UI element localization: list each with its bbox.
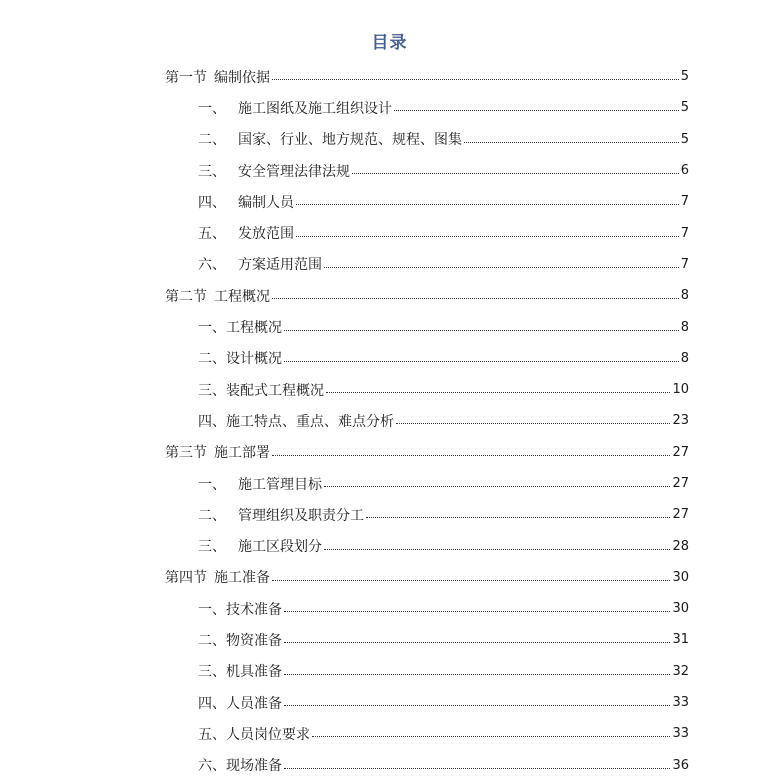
toc-page-number: 28 [672,538,689,554]
page-title: 目录 [371,33,408,53]
toc-entry-title: 设计概况 [226,351,282,368]
toc-page-number: 7 [680,225,689,241]
toc-section-entry[interactable] [165,562,689,593]
toc-entry-title: 现场准备 [226,758,282,775]
toc-entry-title: 施工部署 [214,445,270,462]
toc-subsection-entry[interactable] [165,750,689,781]
toc-subsection-entry[interactable] [165,311,689,342]
toc-entry-heading [198,724,310,744]
toc-entry-number: 第一节 [165,69,207,86]
toc-entry-heading [198,693,282,713]
toc-page-number: 10 [672,382,689,398]
toc-entry-number: 二、 [198,351,226,368]
toc-entry-number: 三、 [198,664,226,681]
toc-entry-number: 四、 [198,413,226,430]
toc-entry-number: 二、 [198,132,226,149]
toc-entry-title: 人员岗位要求 [226,726,310,743]
toc-entry-heading [198,348,282,368]
toc-entry-number: 一、 [198,601,226,618]
dot-leader [272,79,679,80]
dot-leader [324,486,670,487]
dot-leader [352,173,679,174]
toc-entry-heading [198,474,322,494]
toc-subsection-entry[interactable] [165,530,689,561]
toc-entry-number: 一、 [198,320,226,337]
dot-leader [464,142,679,143]
toc-subsection-entry[interactable] [165,499,689,530]
dot-leader [312,736,670,737]
toc-entry-heading [198,161,350,181]
toc-entry-number: 第二节 [165,288,207,305]
toc-entry-title: 发放范围 [238,226,294,243]
toc-entry-heading [198,317,282,337]
toc-entry-title: 工程概况 [226,320,282,337]
toc-entry-heading [198,192,294,212]
toc-entry-heading [198,536,322,556]
toc-entry-title: 装配式工程概况 [226,382,324,399]
toc-page-number: 27 [672,444,689,460]
toc-entry-title: 施工特点、重点、难点分析 [226,413,394,430]
toc-section-entry[interactable] [165,61,689,92]
toc-page-number: 30 [672,569,689,585]
toc-subsection-entry[interactable] [165,656,689,687]
toc-entry-number: 五、 [198,226,226,243]
toc-entry-heading [198,223,294,243]
toc-subsection-entry[interactable] [165,718,689,749]
toc-page-number: 5 [680,69,689,85]
toc-entry-heading [198,98,392,118]
toc-subsection-entry[interactable] [165,468,689,499]
toc-entry-title: 技术准备 [226,601,282,618]
toc-entry-title: 施工管理目标 [238,476,322,493]
toc-entry-number: 二、 [198,632,226,649]
dot-leader [366,517,670,518]
toc-entry-number: 一、 [198,476,226,493]
dot-leader [272,580,670,581]
toc-entry-heading [198,599,282,619]
toc-entry-title: 施工准备 [214,570,270,587]
toc-subsection-entry[interactable] [165,343,689,374]
toc-page-number: 5 [680,131,689,147]
toc-entry-title: 施工区段划分 [238,539,322,556]
toc-entry-title: 工程概况 [214,288,270,305]
toc-entry-title: 物资准备 [226,632,282,649]
toc-page-number: 7 [680,256,689,272]
dot-leader [394,110,679,111]
toc-subsection-entry[interactable] [165,593,689,624]
toc-subsection-entry[interactable] [165,124,689,155]
toc-page-number: 5 [680,100,689,116]
dot-leader [284,642,670,643]
toc-subsection-entry[interactable] [165,374,689,405]
toc-page-number: 8 [680,288,689,304]
dot-leader [284,674,670,675]
toc-entry-heading [198,505,364,525]
toc-page-number: 33 [672,726,689,742]
toc-subsection-entry[interactable] [165,155,689,186]
toc-entry-heading [198,129,462,149]
dot-leader [296,236,679,237]
toc-entry-heading [165,442,270,462]
toc-page-number: 7 [680,194,689,210]
toc-subsection-entry[interactable] [165,405,689,436]
dot-leader [324,267,679,268]
toc-page-number: 23 [672,413,689,429]
toc-entry-title: 方案适用范围 [238,257,322,274]
toc-entry-title: 编制依据 [214,69,270,86]
dot-leader [284,361,679,362]
toc-page-number: 27 [672,507,689,523]
toc-entry-title: 安全管理法律法规 [238,163,350,180]
toc-subsection-entry[interactable] [165,624,689,655]
toc-entry-title: 人员准备 [226,695,282,712]
dot-leader [296,204,679,205]
dot-leader [284,705,670,706]
toc-entry-number: 第四节 [165,570,207,587]
toc-entry-number: 第三节 [165,445,207,462]
toc-entry-title: 机具准备 [226,664,282,681]
toc-subsection-entry[interactable] [165,217,689,248]
toc-subsection-entry[interactable] [165,186,689,217]
toc-entry-heading [198,630,282,650]
toc-entry-title: 施工图纸及施工组织设计 [238,100,392,117]
toc-entry-title: 编制人员 [238,194,294,211]
table-of-contents [165,61,689,781]
toc-subsection-entry[interactable] [165,92,689,123]
toc-entry-number: 六、 [198,758,226,775]
toc-page-number: 27 [672,476,689,491]
toc-entry-heading [198,411,394,431]
toc-entry-heading [165,286,270,306]
dot-leader [324,549,670,550]
toc-entry-heading [198,254,322,274]
dot-leader [272,455,670,456]
toc-entry-title: 国家、行业、地方规范、规程、图集 [238,132,462,149]
toc-subsection-entry[interactable] [165,249,689,280]
toc-entry-number: 六、 [198,257,226,274]
toc-entry-number: 一、 [198,100,226,117]
toc-entry-heading [165,567,270,587]
toc-page-number: 6 [680,163,689,179]
toc-page-number: 31 [672,632,689,648]
toc-entry-number: 五、 [198,726,226,743]
toc-section-entry[interactable] [165,437,689,468]
toc-entry-number: 四、 [198,194,226,211]
toc-subsection-entry[interactable] [165,687,689,718]
toc-page-number: 8 [680,350,689,366]
dot-leader [272,298,679,299]
toc-entry-number: 三、 [198,539,226,556]
toc-entry-number: 二、 [198,507,226,524]
toc-entry-number: 三、 [198,382,226,399]
toc-entry-heading [198,755,282,775]
dot-leader [284,611,670,612]
dot-leader [396,423,670,424]
toc-page-number: 33 [672,695,689,711]
toc-entry-number: 三、 [198,163,226,180]
toc-entry-number: 四、 [198,695,226,712]
toc-page-number: 32 [672,663,689,679]
dot-leader [326,392,670,393]
toc-section-entry[interactable] [165,280,689,311]
dot-leader [284,330,679,331]
toc-page-number: 30 [672,601,689,617]
toc-entry-heading [165,67,270,87]
toc-entry-heading [198,380,324,400]
toc-page-number: 8 [680,319,689,335]
toc-entry-heading [198,661,282,681]
dot-leader [284,768,670,769]
toc-entry-title: 管理组织及职责分工 [238,507,364,524]
toc-page-number: 36 [672,757,689,773]
